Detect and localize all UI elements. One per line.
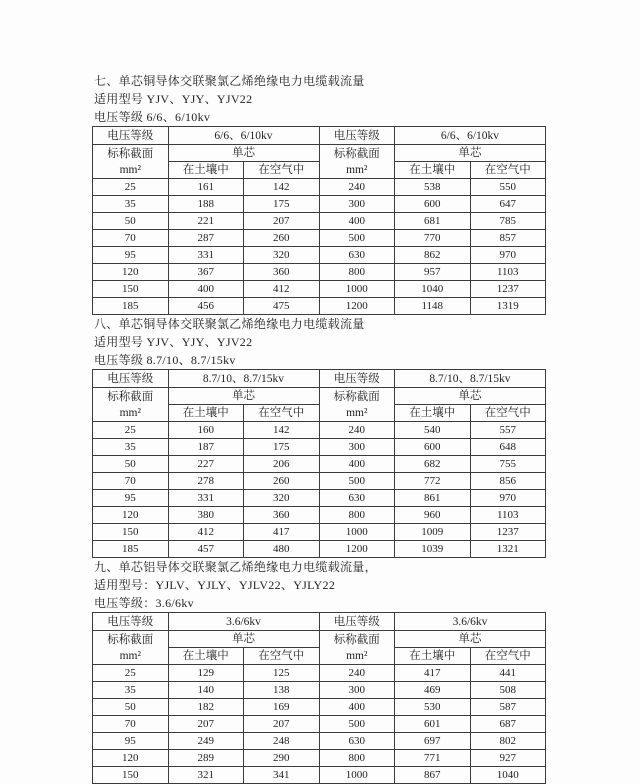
table-cell: 1200 (319, 541, 395, 558)
table-cell: 185 (93, 298, 169, 315)
table-cell: 772 (395, 473, 471, 490)
table-row (93, 541, 546, 558)
table-cell: 1148 (395, 298, 471, 315)
applicable-models-line: 适用型号 YJV、YJY、YJV22 (94, 335, 253, 349)
table-cell: 70 (93, 473, 169, 490)
table-cell: 1040 (470, 767, 546, 784)
voltage-grade-label: 电压等级 (319, 613, 395, 631)
in-air-label: 在空气中 (244, 405, 320, 422)
table-cell: 290 (244, 750, 320, 767)
table-cell: 867 (395, 767, 471, 784)
table-row (93, 682, 546, 699)
table-cell: 227 (168, 456, 244, 473)
table-cell: 138 (244, 682, 320, 699)
section-8 (92, 315, 548, 558)
table-row (93, 750, 546, 767)
table-cell: 95 (93, 247, 169, 264)
table-cell: 456 (168, 298, 244, 315)
table-cell: 457 (168, 541, 244, 558)
table-row (93, 733, 546, 750)
table-cell: 240 (319, 179, 395, 196)
section-7 (92, 72, 548, 315)
table-cell: 800 (319, 750, 395, 767)
table-cell: 400 (319, 699, 395, 716)
nominal-section-cell (93, 145, 169, 179)
table-cell: 687 (470, 716, 546, 733)
table-header (93, 127, 546, 179)
table-cell: 150 (93, 767, 169, 784)
table-cell: 957 (395, 264, 471, 281)
single-core-label: 单芯 (395, 631, 546, 648)
voltage-grade-line: 电压等级：3.6/6kv (94, 596, 194, 610)
table-cell: 300 (319, 682, 395, 699)
table-cell: 400 (319, 456, 395, 473)
table-cell: 287 (168, 230, 244, 247)
table-cell: 681 (395, 213, 471, 230)
table-cell: 785 (470, 213, 546, 230)
table-row (93, 716, 546, 733)
table-cell: 320 (244, 490, 320, 507)
voltage-grade-label: 电压等级 (93, 370, 169, 388)
applicable-models-line: 适用型号 YJV、YJY、YJV22 (94, 92, 253, 106)
table-cell: 300 (319, 196, 395, 213)
table-cell: 475 (244, 298, 320, 315)
nominal-section-label: 标称截面 (107, 633, 154, 646)
table-row (93, 196, 546, 213)
nominal-section-label: 标称截面 (333, 633, 380, 646)
table-cell: 550 (470, 179, 546, 196)
table-row (93, 665, 546, 682)
table-cell: 600 (395, 196, 471, 213)
document-content (92, 72, 548, 784)
in-soil-label: 在土壤中 (395, 648, 471, 665)
table-cell: 25 (93, 665, 169, 682)
table-cell: 150 (93, 524, 169, 541)
table-cell: 249 (168, 733, 244, 750)
applicable-models-line: 适用型号：YJLV、YJLY、YJLV22、YJLY22 (94, 578, 336, 592)
table-cell: 161 (168, 179, 244, 196)
table-cell: 169 (244, 699, 320, 716)
section-unit-label: mm² (119, 649, 141, 662)
table-cell: 321 (168, 767, 244, 784)
table-cell: 697 (395, 733, 471, 750)
table-cell: 862 (395, 247, 471, 264)
table-cell: 770 (395, 230, 471, 247)
table-cell: 557 (470, 422, 546, 439)
table-cell: 142 (244, 422, 320, 439)
table-cell: 120 (93, 264, 169, 281)
table-cell: 1039 (395, 541, 471, 558)
nominal-section-cell (93, 631, 169, 665)
table-row (93, 507, 546, 524)
single-core-label: 单芯 (168, 388, 319, 405)
in-air-label: 在空气中 (470, 162, 546, 179)
in-air-label: 在空气中 (244, 162, 320, 179)
table-cell: 187 (168, 439, 244, 456)
table-cell: 800 (319, 507, 395, 524)
in-air-label: 在空气中 (470, 405, 546, 422)
section-unit-label: mm² (119, 406, 141, 419)
nominal-section-cell (93, 388, 169, 422)
voltage-value: 3.6/6kv (395, 613, 546, 631)
table-cell: 1009 (395, 524, 471, 541)
table-cell: 25 (93, 422, 169, 439)
table-cell: 260 (244, 230, 320, 247)
table-cell: 412 (244, 281, 320, 298)
table-cell: 160 (168, 422, 244, 439)
table-cell: 125 (244, 665, 320, 682)
table-cell: 70 (93, 716, 169, 733)
table-row (93, 699, 546, 716)
table-cell: 175 (244, 196, 320, 213)
voltage-value: 8.7/10、8.7/15kv (395, 370, 546, 388)
ampacity-table (92, 126, 546, 315)
table-cell: 70 (93, 230, 169, 247)
table-row (93, 281, 546, 298)
table-cell: 188 (168, 196, 244, 213)
section-9 (92, 558, 548, 784)
table-row (93, 490, 546, 507)
table-cell: 400 (168, 281, 244, 298)
table-cell: 1000 (319, 524, 395, 541)
table-cell: 755 (470, 456, 546, 473)
table-cell: 600 (395, 439, 471, 456)
table-row (93, 473, 546, 490)
table-row (93, 767, 546, 784)
in-air-label: 在空气中 (244, 648, 320, 665)
table-row (93, 230, 546, 247)
table-cell: 35 (93, 196, 169, 213)
in-soil-label: 在土壤中 (395, 162, 471, 179)
table-cell: 129 (168, 665, 244, 682)
table-cell: 500 (319, 473, 395, 490)
table-cell: 182 (168, 699, 244, 716)
table-row (93, 213, 546, 230)
table-cell: 412 (168, 524, 244, 541)
table-row (93, 264, 546, 281)
in-soil-label: 在土壤中 (395, 405, 471, 422)
table-cell: 538 (395, 179, 471, 196)
table-cell: 367 (168, 264, 244, 281)
nominal-section-label: 标称截面 (107, 390, 154, 403)
single-core-label: 单芯 (395, 388, 546, 405)
table-cell: 500 (319, 716, 395, 733)
table-cell: 861 (395, 490, 471, 507)
table-cell: 185 (93, 541, 169, 558)
voltage-value: 6/6、6/10kv (395, 127, 546, 145)
table-row (93, 145, 546, 162)
table-cell: 120 (93, 750, 169, 767)
table-cell: 331 (168, 490, 244, 507)
table-cell: 320 (244, 247, 320, 264)
voltage-value: 8.7/10、8.7/15kv (168, 370, 319, 388)
table-cell: 682 (395, 456, 471, 473)
table-row (93, 247, 546, 264)
nominal-section-cell (319, 145, 395, 179)
voltage-grade-line: 电压等级 6/6、6/10kv (94, 110, 211, 124)
table-cell: 647 (470, 196, 546, 213)
voltage-value: 3.6/6kv (168, 613, 319, 631)
table-cell: 1319 (470, 298, 546, 315)
in-soil-label: 在土壤中 (168, 405, 244, 422)
table-cell: 35 (93, 439, 169, 456)
table-header (93, 370, 546, 422)
table-cell: 25 (93, 179, 169, 196)
table-cell: 50 (93, 213, 169, 230)
voltage-grade-label: 电压等级 (93, 613, 169, 631)
table-cell: 221 (168, 213, 244, 230)
table-cell: 857 (470, 230, 546, 247)
in-soil-label: 在土壤中 (168, 648, 244, 665)
nominal-section-label: 标称截面 (333, 390, 380, 403)
table-cell: 1103 (470, 507, 546, 524)
table-row (93, 456, 546, 473)
table-cell: 508 (470, 682, 546, 699)
table-row (93, 631, 546, 648)
table-cell: 1237 (470, 281, 546, 298)
table-cell: 360 (244, 507, 320, 524)
table-cell: 630 (319, 490, 395, 507)
table-row (93, 298, 546, 315)
table-cell: 530 (395, 699, 471, 716)
table-cell: 1200 (319, 298, 395, 315)
table-cell: 1321 (470, 541, 546, 558)
table-cell: 1237 (470, 524, 546, 541)
table-cell: 120 (93, 507, 169, 524)
table-cell: 630 (319, 733, 395, 750)
table-cell: 207 (244, 213, 320, 230)
table-cell: 771 (395, 750, 471, 767)
table-cell: 601 (395, 716, 471, 733)
table-cell: 441 (470, 665, 546, 682)
nominal-section-cell (319, 631, 395, 665)
table-cell: 970 (470, 247, 546, 264)
section-unit-label: mm² (346, 649, 368, 662)
table-cell: 960 (395, 507, 471, 524)
table-cell: 260 (244, 473, 320, 490)
table-cell: 1000 (319, 767, 395, 784)
section-unit-label: mm² (346, 406, 368, 419)
voltage-grade-label: 电压等级 (319, 370, 395, 388)
table-row (93, 439, 546, 456)
table-cell: 856 (470, 473, 546, 490)
table-cell: 206 (244, 456, 320, 473)
table-cell: 95 (93, 733, 169, 750)
table-cell: 150 (93, 281, 169, 298)
table-cell: 469 (395, 682, 471, 699)
table-cell: 207 (244, 716, 320, 733)
in-air-label: 在空气中 (470, 648, 546, 665)
table-cell: 331 (168, 247, 244, 264)
table-body (93, 665, 546, 784)
table-cell: 417 (395, 665, 471, 682)
in-soil-label: 在土壤中 (168, 162, 244, 179)
single-core-label: 单芯 (168, 631, 319, 648)
table-cell: 400 (319, 213, 395, 230)
table-cell: 50 (93, 456, 169, 473)
table-cell: 50 (93, 699, 169, 716)
table-cell: 380 (168, 507, 244, 524)
table-cell: 35 (93, 682, 169, 699)
table-cell: 480 (244, 541, 320, 558)
table-cell: 140 (168, 682, 244, 699)
voltage-grade-label: 电压等级 (319, 127, 395, 145)
table-cell: 289 (168, 750, 244, 767)
voltage-value: 6/6、6/10kv (168, 127, 319, 145)
table-row (93, 613, 546, 631)
section-title: 七、单芯铜导体交联聚氯乙烯绝缘电力电缆载流量 (94, 74, 365, 88)
table-cell: 1000 (319, 281, 395, 298)
table-cell: 802 (470, 733, 546, 750)
ampacity-table (92, 369, 546, 558)
section-title: 八、单芯铜导体交联聚氯乙烯绝缘电力电缆载流量 (94, 317, 365, 331)
table-cell: 1040 (395, 281, 471, 298)
nominal-section-label: 标称截面 (107, 147, 154, 160)
table-row (93, 370, 546, 388)
section-unit-label: mm² (119, 163, 141, 176)
table-header (93, 613, 546, 665)
voltage-grade-label: 电压等级 (93, 127, 169, 145)
table-cell: 240 (319, 665, 395, 682)
table-cell: 95 (93, 490, 169, 507)
single-core-label: 单芯 (168, 145, 319, 162)
table-cell: 248 (244, 733, 320, 750)
table-cell: 207 (168, 716, 244, 733)
single-core-label: 单芯 (395, 145, 546, 162)
table-cell: 300 (319, 439, 395, 456)
nominal-section-label: 标称截面 (333, 147, 380, 160)
table-row (93, 422, 546, 439)
ampacity-table (92, 612, 546, 784)
table-cell: 360 (244, 264, 320, 281)
table-cell: 240 (319, 422, 395, 439)
table-cell: 417 (244, 524, 320, 541)
table-row (93, 524, 546, 541)
table-cell: 540 (395, 422, 471, 439)
section-title: 九、单芯铝导体交联聚氯乙烯绝缘电力电缆载流量， (94, 560, 377, 574)
table-body (93, 422, 546, 558)
table-row (93, 179, 546, 196)
nominal-section-cell (319, 388, 395, 422)
table-cell: 587 (470, 699, 546, 716)
voltage-grade-line: 电压等级 8.7/10、8.7/15kv (94, 353, 236, 367)
table-cell: 142 (244, 179, 320, 196)
table-cell: 278 (168, 473, 244, 490)
table-cell: 927 (470, 750, 546, 767)
table-cell: 970 (470, 490, 546, 507)
table-cell: 648 (470, 439, 546, 456)
table-cell: 800 (319, 264, 395, 281)
table-body (93, 179, 546, 315)
table-cell: 630 (319, 247, 395, 264)
table-cell: 341 (244, 767, 320, 784)
table-row (93, 388, 546, 405)
section-unit-label: mm² (346, 163, 368, 176)
table-cell: 175 (244, 439, 320, 456)
table-row (93, 127, 546, 145)
table-cell: 1103 (470, 264, 546, 281)
table-cell: 500 (319, 230, 395, 247)
